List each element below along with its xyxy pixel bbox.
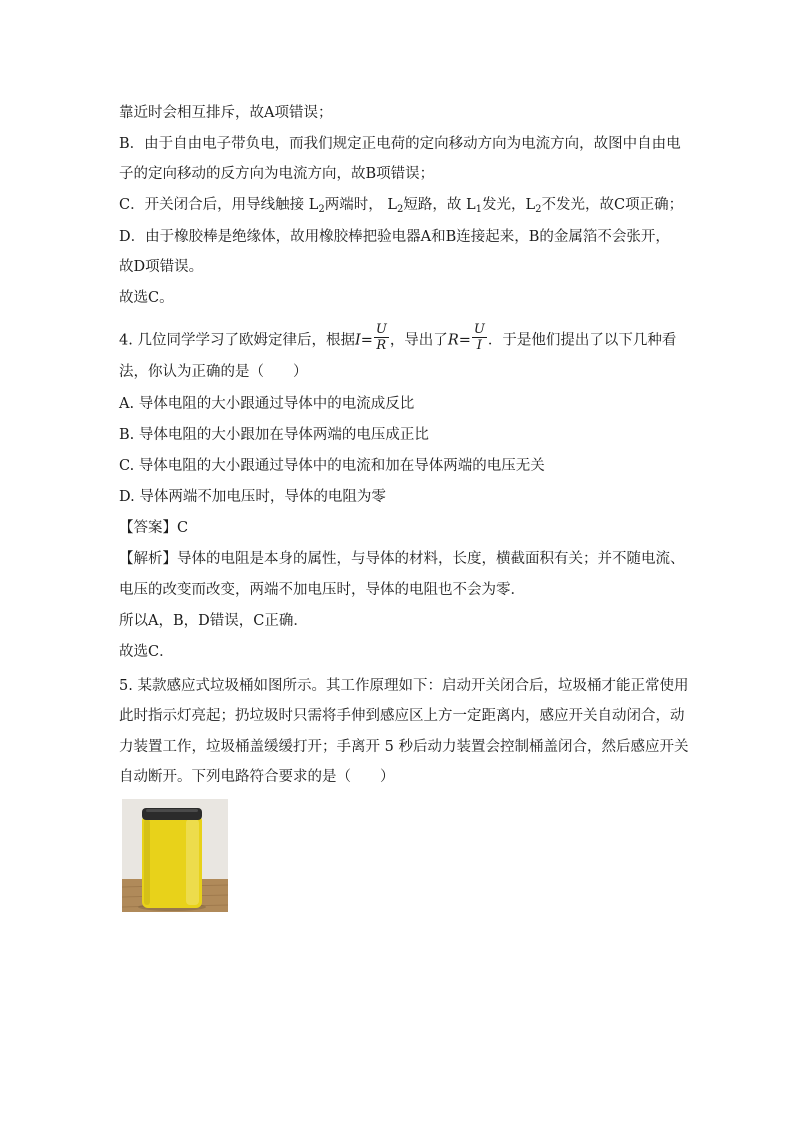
fraction-denominator: R bbox=[376, 338, 387, 353]
text-fragment: 4. 几位同学学习了欧姆定律后，根据 bbox=[119, 332, 355, 349]
question-5-stem: 此时指示灯亮起；扔垃圾时只需将手伸到感应区上方一定距离内，感应开关自动闭合，动 bbox=[119, 708, 685, 724]
text-line: B．由于自由电子带负电，而我们规定正电荷的定向移动方向为电流方向，故图中自由电 bbox=[119, 136, 681, 152]
option-a: A. 导体电阻的大小跟通过导体中的电流成反比 bbox=[119, 396, 415, 412]
trash-bin-photo bbox=[122, 799, 228, 912]
text-fragment: C．开关闭合后，用导线触接 L bbox=[119, 197, 319, 213]
math-var: I bbox=[354, 332, 361, 349]
question-5-stem: 力装置工作，垃圾桶盖缓缓打开；手离开 5 秒后动力装置会控制桶盖闭合，然后感应开关 bbox=[119, 739, 689, 755]
math-op: = bbox=[458, 332, 471, 349]
fraction-numerator: U bbox=[375, 322, 387, 337]
option-d: D. 导体两端不加电压时，导体的电阻为零 bbox=[119, 489, 386, 505]
text-line: 靠近时会相互排斥，故A项错误； bbox=[119, 105, 333, 121]
text-fragment: 不发光，故C项正确； bbox=[541, 197, 684, 213]
text-line: 故D项错误。 bbox=[119, 259, 204, 275]
question-5-stem: 自动断开。下列电路符合要求的是（ ） bbox=[119, 769, 395, 785]
text-line: 法，你认为正确的是（ ） bbox=[119, 364, 308, 380]
fraction-u-over-r bbox=[374, 322, 389, 353]
subscript: 2 bbox=[318, 204, 325, 215]
bin-highlight bbox=[186, 819, 199, 905]
text-fragment: ．于是他们提出了以下几种看 bbox=[487, 332, 677, 349]
option-b: B. 导体电阻的大小跟加在导体两端的电压成正比 bbox=[119, 427, 429, 443]
subscript: 1 bbox=[475, 204, 482, 215]
text-line: 故选C。 bbox=[119, 290, 174, 306]
question-5-stem: 5. 某款感应式垃圾桶如图所示。其工作原理如下：启动开关闭合后，垃圾桶才能正常使用 bbox=[119, 678, 689, 694]
bin-side-shade bbox=[144, 819, 150, 905]
lid-top-sheen bbox=[146, 809, 198, 812]
text-fragment: 发光，L bbox=[481, 197, 536, 213]
text-line: D．由于橡胶棒是绝缘体，故用橡胶棒把验电器A和B连接起来，B的金属箔不会张开， bbox=[119, 229, 670, 245]
analysis-text: 所以A，B，D错误，C正确． bbox=[119, 613, 308, 629]
fraction-u-over-i bbox=[472, 322, 487, 353]
text-fragment: 两端时， L bbox=[324, 197, 397, 213]
trash-bin-illustration bbox=[122, 799, 228, 912]
subscript: 2 bbox=[535, 204, 542, 215]
fraction-numerator: U bbox=[473, 322, 485, 337]
subscript: 2 bbox=[396, 204, 404, 215]
answer-label: 【答案】C bbox=[119, 520, 189, 536]
analysis-text: 故选C． bbox=[119, 644, 174, 660]
fraction-denominator: I bbox=[476, 338, 482, 353]
math-var: R bbox=[447, 332, 459, 349]
analysis-text: 【解析】导体的电阻是本身的属性，与导体的材料，长度，横截面积有关；并不随电流、 bbox=[119, 551, 685, 567]
math-op: = bbox=[360, 332, 373, 349]
text-line: 子的定向移动的反方向为电流方向，故B项错误； bbox=[119, 166, 435, 182]
text-line bbox=[119, 195, 683, 220]
option-c: C. 导体电阻的大小跟通过导体中的电流和加在导体两端的电压无关 bbox=[119, 458, 545, 474]
text-fragment: 短路，故 L bbox=[403, 197, 476, 213]
analysis-text: 电压的改变而改变，两端不加电压时，导体的电阻也不会为零． bbox=[119, 582, 525, 598]
question-4-stem bbox=[119, 322, 677, 356]
text-fragment: ，导出了 bbox=[389, 332, 448, 349]
